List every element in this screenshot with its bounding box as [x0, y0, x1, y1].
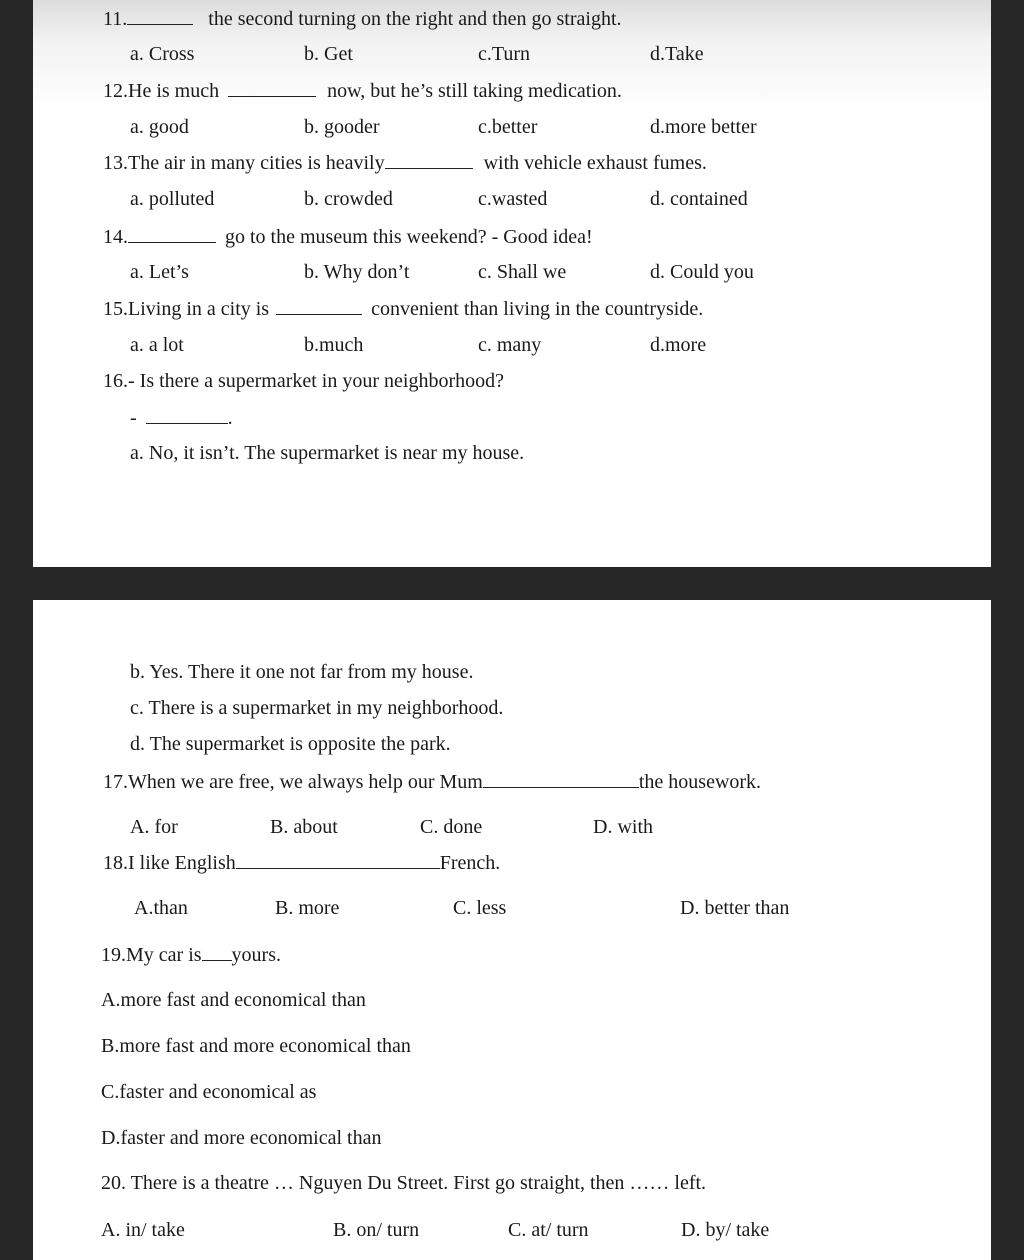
option-a: a. good [130, 116, 189, 138]
option-b: b. Why don’t [304, 261, 410, 283]
question-19-stem [101, 942, 281, 967]
option-a: a. a lot [130, 334, 184, 356]
option-d: d.more better [650, 116, 757, 138]
question-text: the housework. [638, 771, 762, 793]
answer-blank [202, 942, 232, 961]
option-c: c. Shall we [478, 261, 567, 283]
option-b: b. gooder [304, 116, 380, 138]
option-d: d.Take [650, 43, 704, 65]
option-b: B.more fast and more economical than [101, 1035, 411, 1057]
question-number: 11. [103, 8, 128, 30]
option-a: A.than [134, 897, 188, 919]
question-number: 14. [103, 226, 128, 248]
period: . [227, 407, 233, 429]
dash: - [130, 407, 137, 429]
answer-blank [385, 150, 473, 169]
option-a: a. polluted [130, 188, 215, 210]
option-b: B. about [270, 816, 338, 838]
question-17-stem [103, 769, 761, 794]
question-text: go to the museum this weekend? - Good idea! [225, 226, 593, 248]
option-d: D.faster and more economical than [101, 1127, 382, 1149]
question-text: 15.Living in a city is [103, 298, 270, 320]
option-a: A.more fast and economical than [101, 989, 366, 1011]
question-text: convenient than living in the countryside. [371, 298, 704, 320]
question-text: 19.My car is [101, 944, 202, 966]
question-text: 18.I like English [103, 852, 236, 874]
answer-blank [236, 850, 440, 869]
option-a: a. No, it isn’t. The supermarket is near my house. [130, 442, 525, 464]
question-text: 13.The air in many cities is heavily [103, 152, 385, 174]
answer-blank [128, 224, 216, 243]
option-b: B. on/ turn [333, 1219, 420, 1241]
question-text: 12.He is much [103, 80, 220, 102]
option-a: a. Cross [130, 43, 195, 65]
option-c: c. many [478, 334, 542, 356]
option-c: c.better [478, 116, 538, 138]
worksheet-page-2 [33, 600, 991, 1260]
option-a: A. in/ take [101, 1219, 185, 1241]
option-a: a. Let’s [130, 261, 189, 283]
option-b: b.much [304, 334, 364, 356]
worksheet-page-1 [33, 0, 991, 567]
option-d: D. by/ take [681, 1219, 770, 1241]
option-a: A. for [130, 816, 178, 838]
question-14-stem [103, 224, 593, 249]
option-c: c. There is a supermarket in my neighborhood. [130, 697, 504, 719]
question-text: now, but he’s still taking medication. [327, 80, 622, 102]
option-b: b. crowded [304, 188, 393, 210]
question-18-stem [103, 850, 500, 875]
option-d: d. The supermarket is opposite the park. [130, 733, 451, 755]
option-d: D. better than [680, 897, 790, 919]
question-12-stem [103, 78, 622, 103]
question-13-stem [103, 150, 707, 175]
option-c: c.Turn [478, 43, 531, 65]
question-16-stem: 16.- Is there a supermarket in your neighborhood? [103, 370, 504, 392]
question-15-stem [103, 296, 703, 321]
option-c: c.wasted [478, 188, 548, 210]
question-20-stem: 20. There is a theatre … Nguyen Du Street. First go straight, then …… left. [101, 1172, 707, 1194]
question-11-stem [103, 6, 622, 31]
option-c: C. at/ turn [508, 1219, 589, 1241]
option-c: C.faster and economical as [101, 1081, 317, 1103]
option-b: b. Yes. There it one not far from my house. [130, 661, 474, 683]
option-b: b. Get [304, 43, 353, 65]
option-b: B. more [275, 897, 340, 919]
answer-blank [276, 296, 362, 315]
answer-line [130, 405, 233, 430]
question-text: with vehicle exhaust fumes. [483, 152, 707, 174]
option-d: d. contained [650, 188, 748, 210]
question-text: French. [439, 852, 501, 874]
option-d: D. with [593, 816, 653, 838]
answer-blank [127, 6, 193, 25]
option-c: C. less [453, 897, 507, 919]
question-text: the second turning on the right and then go straight. [208, 8, 622, 30]
question-text: 17.When we are free, we always help our Mum [103, 771, 483, 793]
option-d: d.more [650, 334, 707, 356]
option-c: C. done [420, 816, 483, 838]
answer-blank [483, 769, 639, 788]
question-text: yours. [231, 944, 281, 966]
answer-blank [146, 405, 228, 424]
option-d: d. Could you [650, 261, 754, 283]
answer-blank [228, 78, 316, 97]
